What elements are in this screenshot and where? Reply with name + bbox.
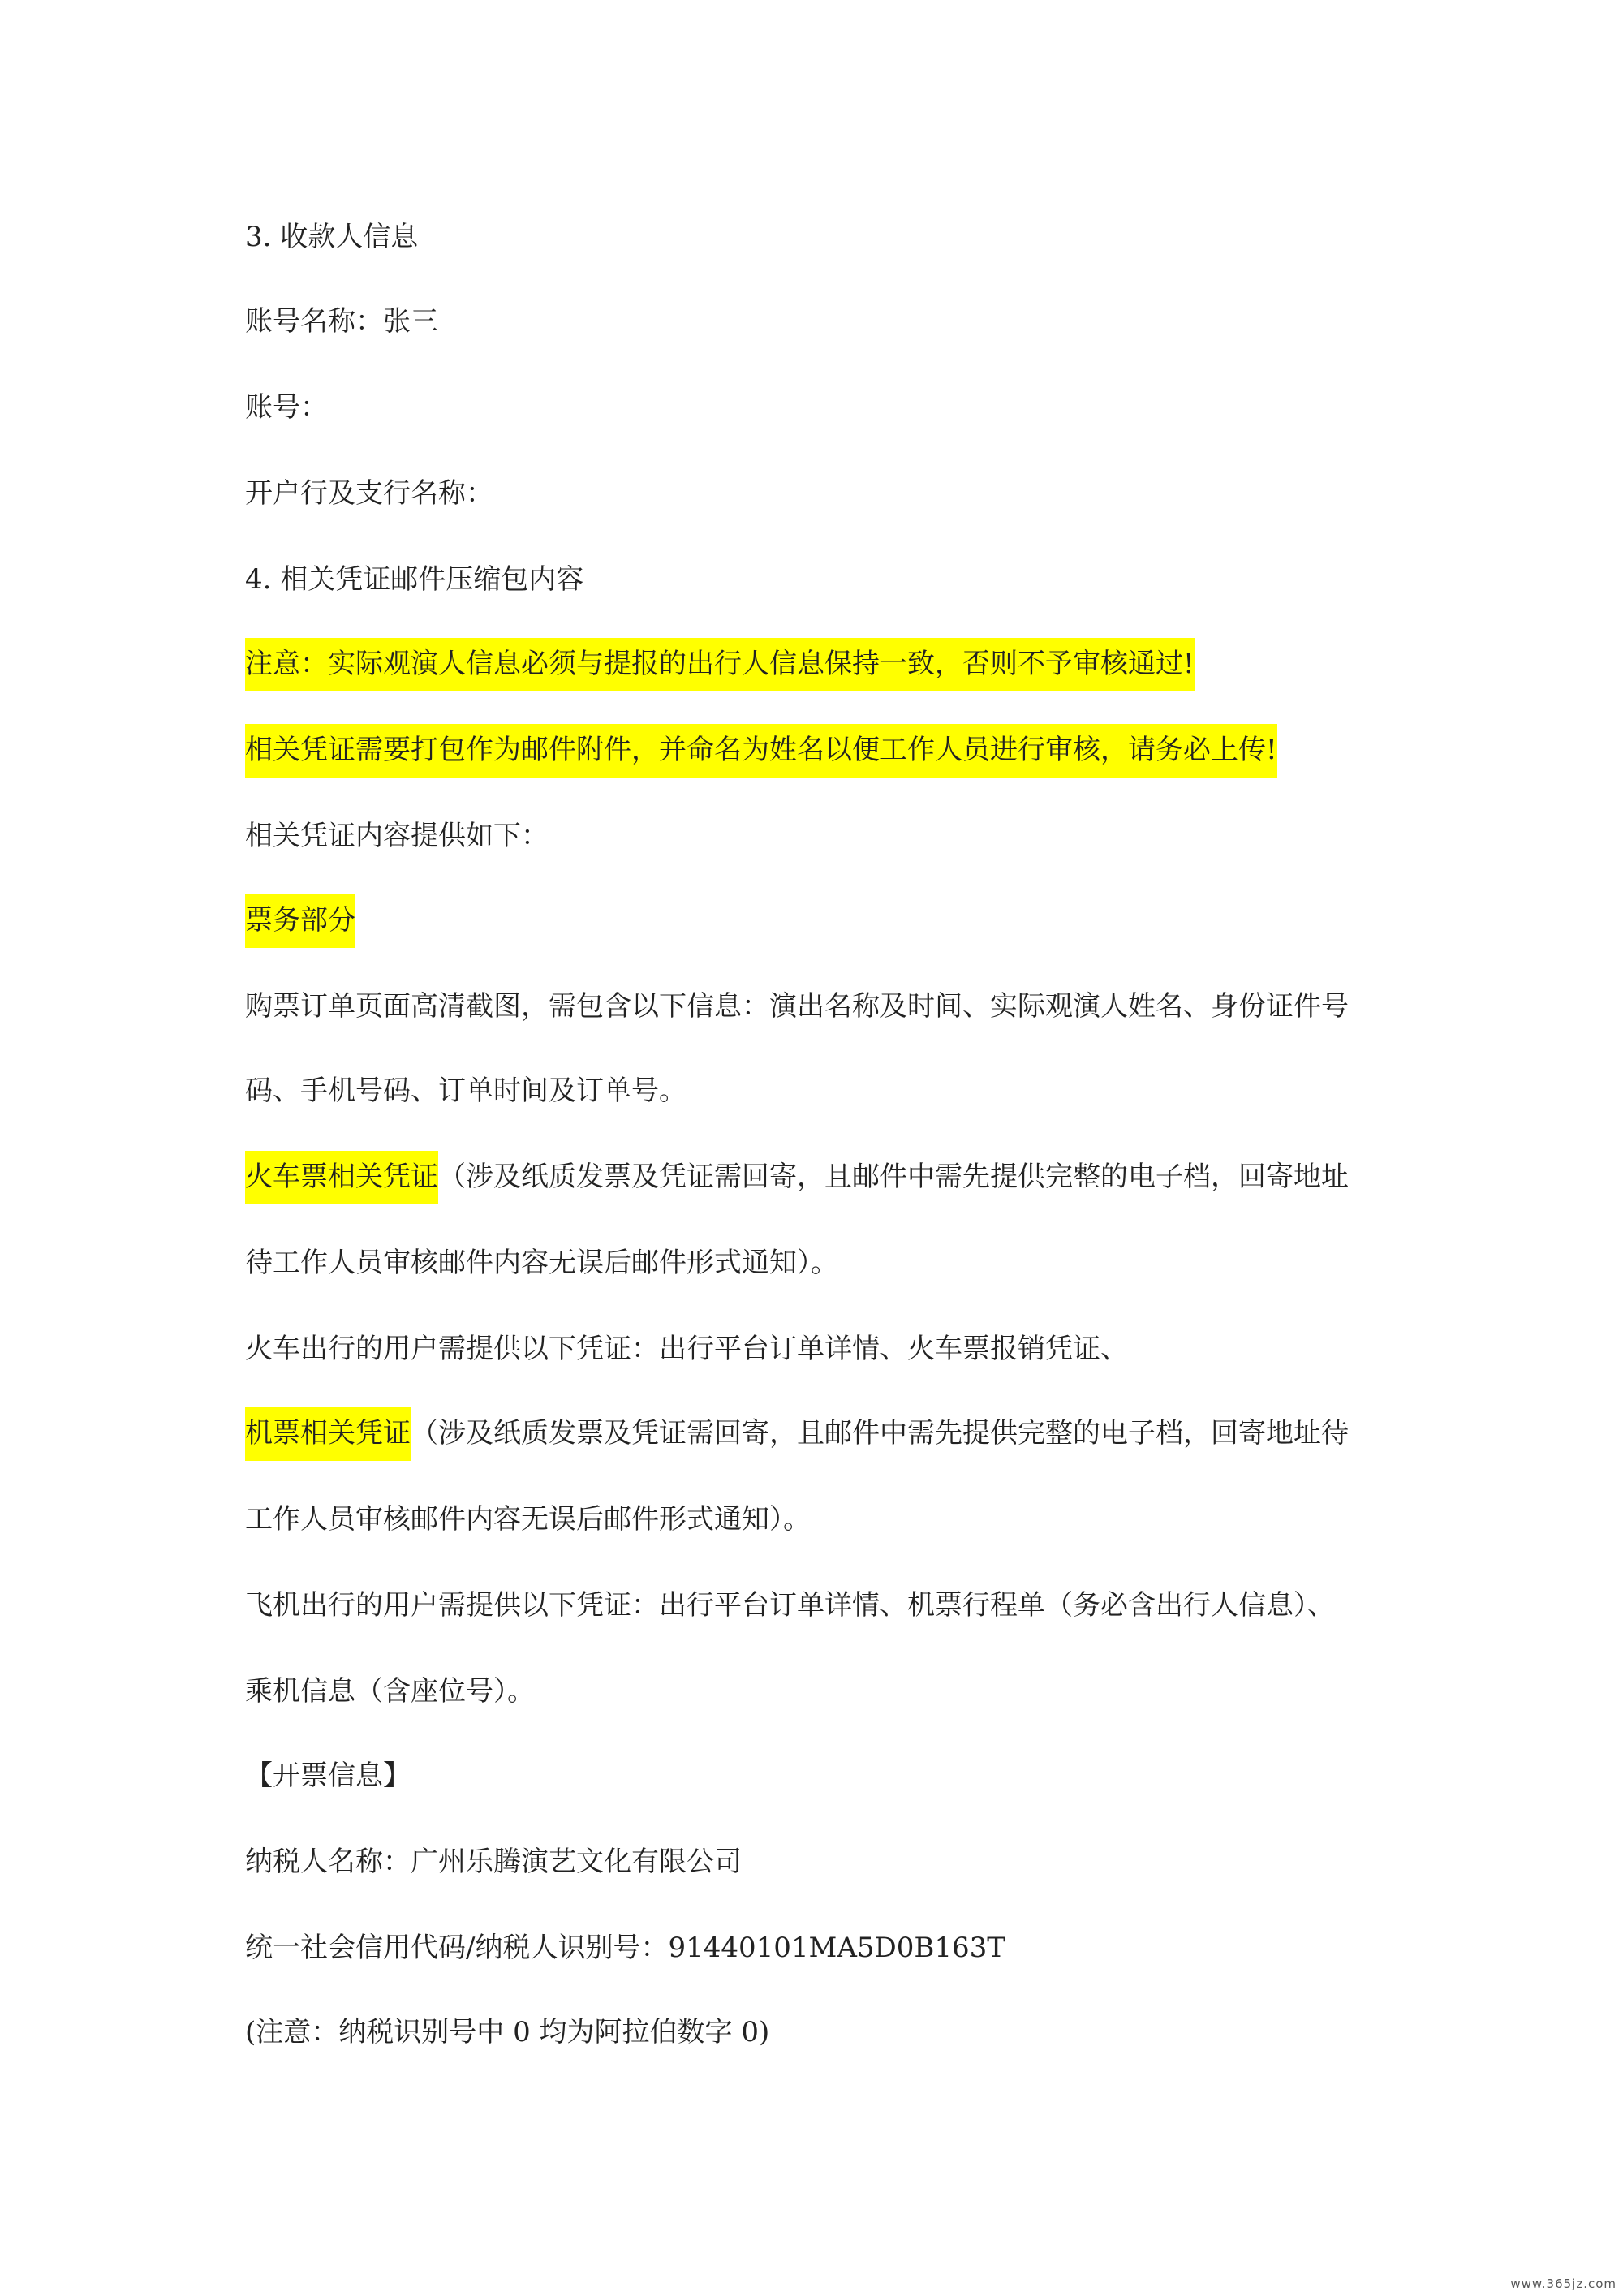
ticket-section bbox=[245, 899, 355, 941]
train-note-line-2: 待工作人员审核邮件内容无误后邮件形式通知）。 bbox=[245, 1247, 838, 1279]
notice-consistency bbox=[245, 643, 1195, 685]
bank-name: 开户行及支行名称： bbox=[245, 477, 493, 510]
account-number: 账号： bbox=[245, 391, 328, 424]
voucher-intro: 相关凭证内容提供如下： bbox=[245, 820, 549, 852]
ticket-desc-line-1: 购票订单页面高清截图，需包含以下信息：演出名称及时间、实际观演人姓名、身份证件号 bbox=[245, 990, 1349, 1023]
air-requirements-line-2: 乘机信息（含座位号）。 bbox=[245, 1675, 535, 1708]
tax-id: 统一社会信用代码/纳税人识别号：91440101MA5D0B163T bbox=[245, 1932, 1005, 1964]
highlighted-notice-upload: 相关凭证需要打包作为邮件附件，并命名为姓名以便工作人员进行审核，请务必上传! bbox=[245, 724, 1277, 778]
payee-heading: 3. 收款人信息 bbox=[245, 221, 419, 253]
highlighted-notice-consistency: 注意：实际观演人信息必须与提报的出行人信息保持一致，否则不予审核通过! bbox=[245, 638, 1195, 691]
air-requirements-line-1: 飞机出行的用户需提供以下凭证：出行平台订单详情、机票行程单（务必含出行人信息）、 bbox=[245, 1589, 1335, 1622]
watermark: www.365jz.com bbox=[1510, 2277, 1617, 2291]
train-note-line-1: （涉及纸质发票及凭证需回寄，且邮件中需先提供完整的电子档，回寄地址 bbox=[438, 1161, 1349, 1193]
tax-id-note: (注意：纳税识别号中 0 均为阿拉伯数字 0) bbox=[245, 2016, 770, 2048]
highlighted-train-section: 火车票相关凭证 bbox=[245, 1151, 438, 1204]
air-section-line bbox=[245, 1412, 1349, 1454]
highlighted-ticket-section: 票务部分 bbox=[245, 894, 355, 948]
ticket-desc-line-2: 码、手机号码、订单时间及订单号。 bbox=[245, 1075, 687, 1107]
notice-upload bbox=[245, 729, 1277, 771]
train-section-line bbox=[245, 1156, 1349, 1198]
account-name: 账号名称：张三 bbox=[245, 305, 438, 338]
taxpayer-name: 纳税人名称：广州乐腾演艺文化有限公司 bbox=[245, 1846, 742, 1878]
highlighted-air-section: 机票相关凭证 bbox=[245, 1407, 411, 1461]
air-note-line-1: （涉及纸质发票及凭证需回寄，且邮件中需先提供完整的电子档，回寄地址待 bbox=[411, 1417, 1349, 1450]
air-note-line-2: 工作人员审核邮件内容无误后邮件形式通知）。 bbox=[245, 1503, 811, 1536]
voucher-heading: 4. 相关凭证邮件压缩包内容 bbox=[245, 563, 584, 596]
train-requirements: 火车出行的用户需提供以下凭证：出行平台订单详情、火车票报销凭证、 bbox=[245, 1333, 1128, 1365]
invoice-heading: 【开票信息】 bbox=[245, 1760, 411, 1792]
